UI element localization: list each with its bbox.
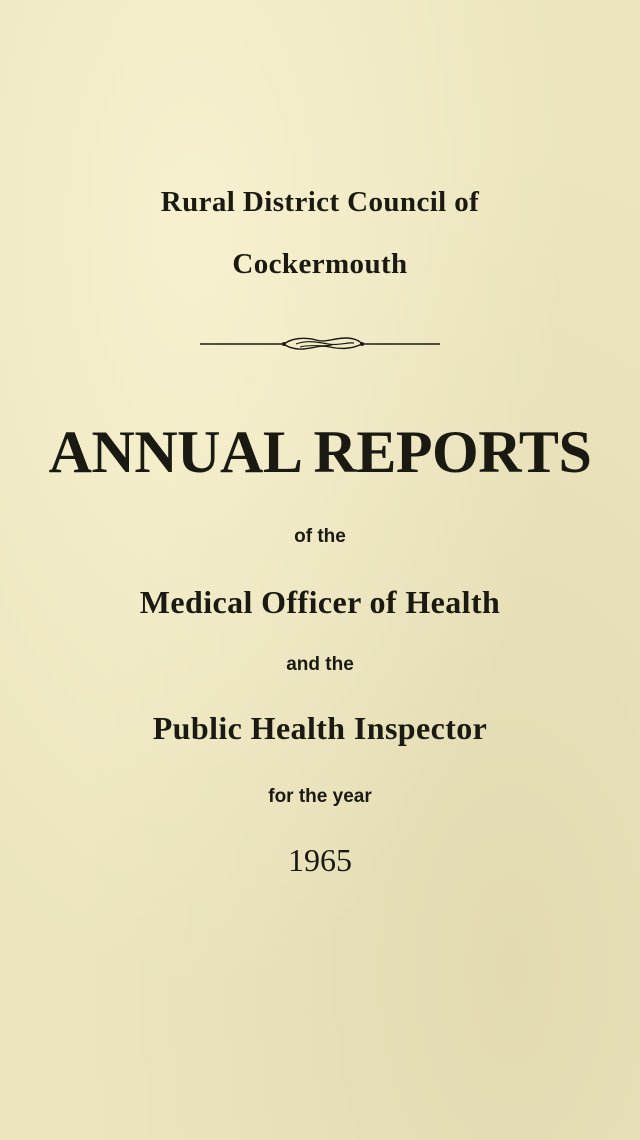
- of-the-text: of the: [294, 526, 346, 547]
- report-title: ANNUAL REPORTS: [48, 419, 592, 485]
- for-the-year-text: for the year: [268, 786, 372, 807]
- scroll-flourish-icon: [200, 336, 440, 352]
- council-name-line2: Cockermouth: [232, 248, 408, 280]
- medical-officer-heading: Medical Officer of Health: [139, 584, 501, 620]
- report-year: 1965: [288, 842, 352, 878]
- and-the-text: and the: [286, 654, 354, 675]
- health-inspector-heading: Public Health Inspector: [152, 710, 488, 746]
- council-name-line1: Rural District Council of: [160, 186, 480, 218]
